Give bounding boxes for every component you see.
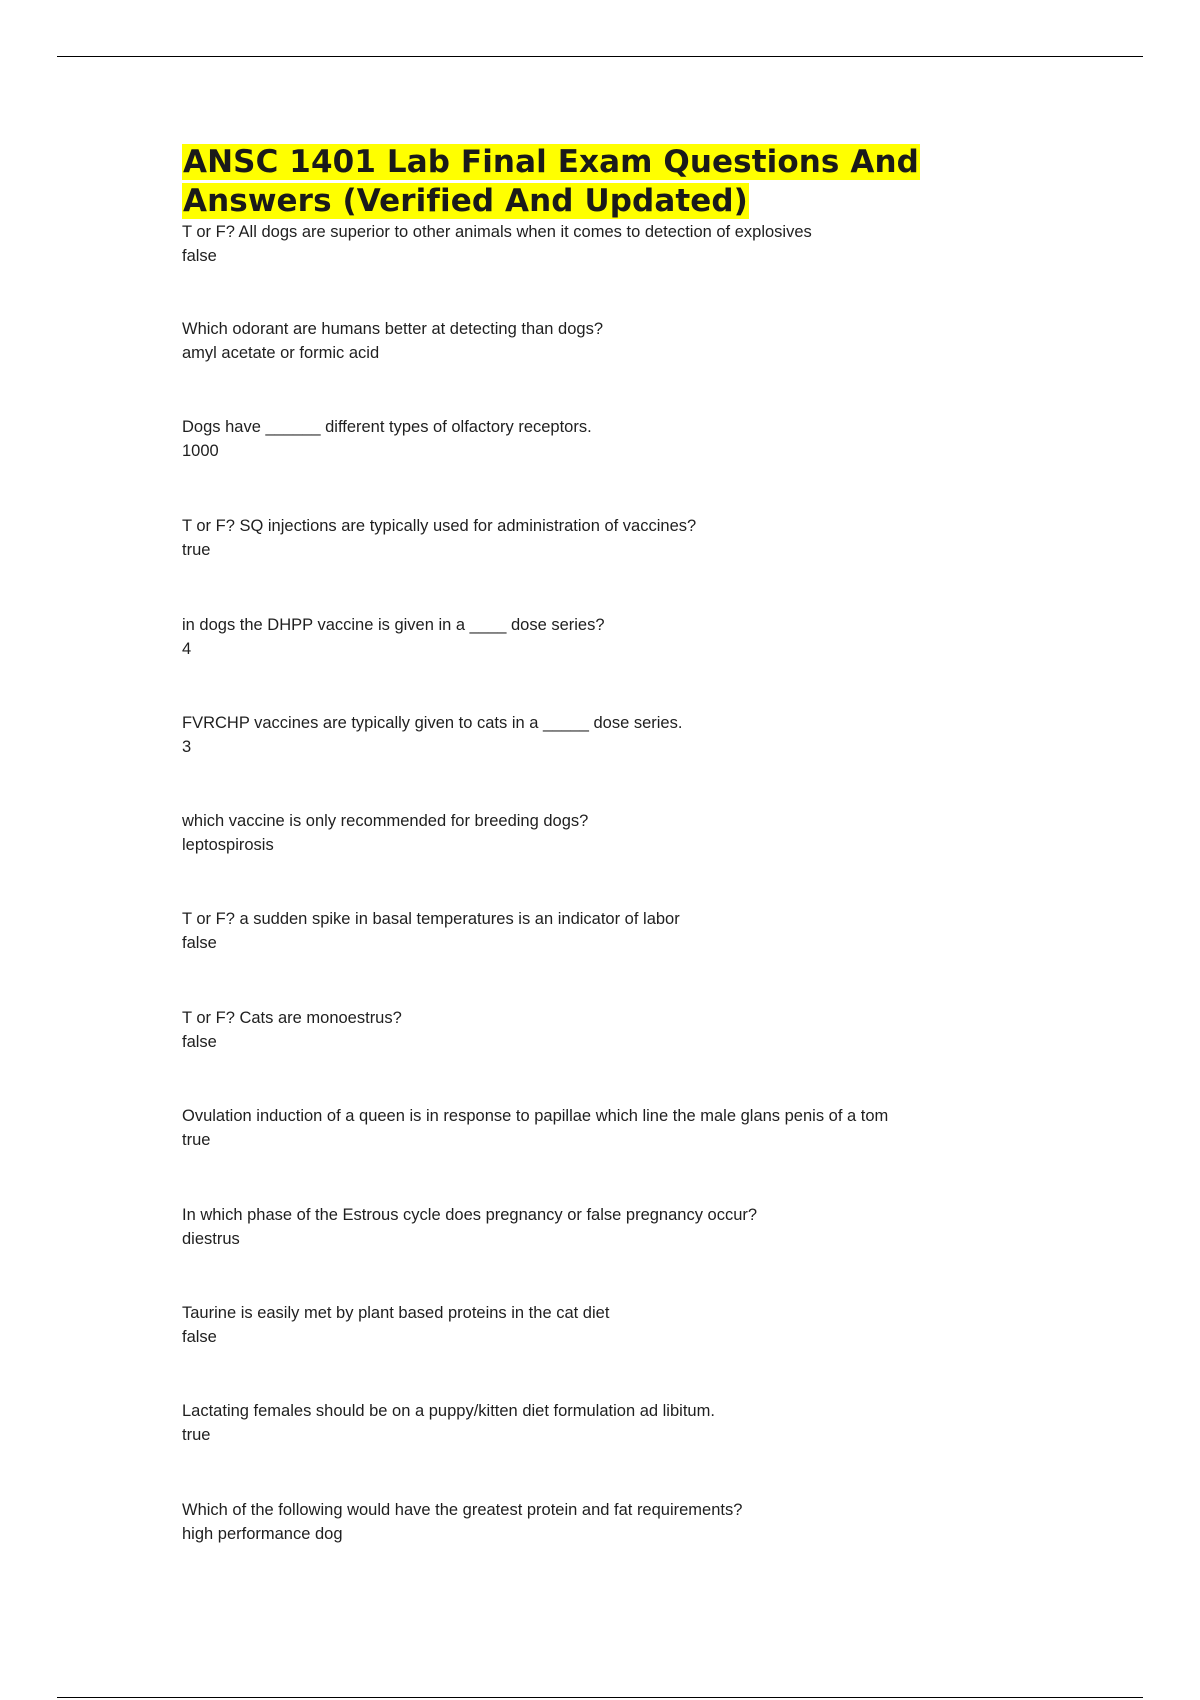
- answer-text: leptospirosis: [182, 836, 274, 854]
- qa-item-2: [182, 317, 1022, 365]
- question-text: Taurine is easily met by plant based proteins in the cat diet: [182, 1304, 610, 1322]
- question-text: Dogs have ______ different types of olfactory receptors.: [182, 418, 592, 436]
- question-text: In which phase of the Estrous cycle does pregnancy or false pregnancy occur?: [182, 1206, 758, 1224]
- question-text: T or F? a sudden spike in basal temperatures is an indicator of labor: [182, 910, 680, 928]
- qa-item-14: [182, 1498, 1022, 1546]
- answer-text: diestrus: [182, 1230, 240, 1248]
- qa-item-8: [182, 907, 1022, 955]
- question-text: T or F? Cats are monoestrus?: [182, 1009, 402, 1027]
- qa-item-1: [182, 220, 1022, 268]
- answer-text: 3: [182, 738, 192, 756]
- answer-text: false: [182, 934, 217, 952]
- answer-text: false: [182, 1033, 217, 1051]
- question-text: Which of the following would have the greatest protein and fat requirements?: [182, 1501, 743, 1519]
- document-body: [182, 143, 1022, 1543]
- header-rule: [57, 56, 1143, 57]
- question-text: which vaccine is only recommended for breeding dogs?: [182, 812, 589, 830]
- qa-item-5: [182, 613, 1022, 661]
- qa-item-7: [182, 809, 1022, 857]
- answer-text: 1000: [182, 442, 219, 460]
- answer-text: 4: [182, 640, 192, 658]
- qa-item-13: [182, 1399, 1022, 1447]
- answer-text: true: [182, 541, 211, 559]
- question-text: T or F? All dogs are superior to other animals when it comes to detection of explosives: [182, 223, 812, 241]
- qa-item-3: [182, 415, 1022, 463]
- question-text: Ovulation induction of a queen is in response to papillae which line the male glans penis of a tom: [182, 1107, 889, 1125]
- answer-text: true: [182, 1131, 211, 1149]
- question-text: Lactating females should be on a puppy/kitten diet formulation ad libitum.: [182, 1402, 715, 1420]
- document-title: [182, 143, 1022, 221]
- qa-item-4: [182, 514, 1022, 562]
- answer-text: high performance dog: [182, 1525, 343, 1543]
- question-text: Which odorant are humans better at detecting than dogs?: [182, 320, 604, 338]
- qa-item-10: [182, 1104, 1022, 1152]
- answer-text: false: [182, 1328, 217, 1346]
- footer-rule: [57, 1697, 1143, 1698]
- qa-item-12: [182, 1301, 1022, 1349]
- question-text: T or F? SQ injections are typically used for administration of vaccines?: [182, 517, 697, 535]
- answer-text: false: [182, 247, 217, 265]
- qa-item-11: [182, 1203, 1022, 1251]
- answer-text: amyl acetate or formic acid: [182, 344, 380, 362]
- question-text: FVRCHP vaccines are typically given to cats in a _____ dose series.: [182, 714, 683, 732]
- question-text: in dogs the DHPP vaccine is given in a ____ dose series?: [182, 616, 605, 634]
- qa-item-6: [182, 711, 1022, 759]
- qa-item-9: [182, 1006, 1022, 1054]
- title-highlight: ANSC 1401 Lab Final Exam Questions And Answers (Verified And Updated): [183, 144, 919, 219]
- answer-text: true: [182, 1426, 211, 1444]
